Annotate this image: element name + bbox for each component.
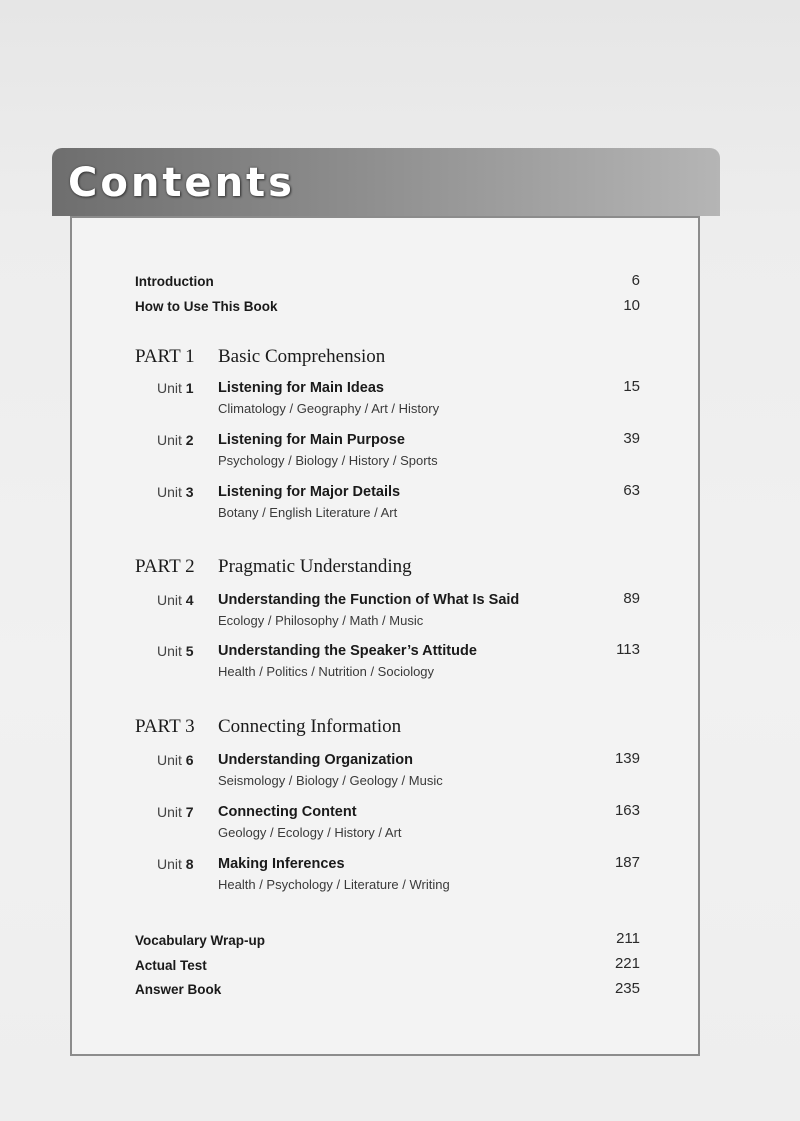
- part-heading-3: PART 3: [135, 716, 195, 737]
- unit-topics-5: Health / Politics / Nutrition / Sociology: [218, 664, 435, 679]
- toc-page-number: 235: [614, 980, 640, 997]
- unit-topics-6: Seismology / Biology / Geology / Music: [218, 773, 443, 788]
- part-heading-2: PART 2: [135, 556, 195, 577]
- unit-topics-1: Climatology / Geography / Art / History: [218, 401, 440, 416]
- toc-entry-introduction[interactable]: Introduction: [135, 274, 214, 289]
- toc-entry-vocabulary-wrap-up[interactable]: Vocabulary Wrap-up: [135, 933, 266, 948]
- unit-title-6[interactable]: Understanding Organization: [218, 752, 413, 768]
- unit-label-5: Unit 5: [157, 643, 194, 659]
- unit-label-3: Unit 3: [157, 484, 194, 500]
- unit-label-8: Unit 8: [157, 856, 194, 872]
- unit-title-8[interactable]: Making Inferences: [218, 856, 345, 872]
- toc-page-number: 10: [623, 297, 640, 314]
- unit-topics-3: Botany / English Literature / Art: [218, 505, 398, 520]
- unit-title-3[interactable]: Listening for Major Details: [218, 484, 401, 500]
- toc-page-number: 221: [614, 955, 640, 972]
- unit-title-7[interactable]: Connecting Content: [218, 804, 357, 820]
- toc-page-number: 63: [623, 482, 640, 499]
- part-title-1: Basic Comprehension: [218, 346, 386, 367]
- part-heading-1: PART 1: [135, 346, 195, 367]
- unit-topics-4: Ecology / Philosophy / Math / Music: [218, 613, 424, 628]
- unit-label-2: Unit 2: [157, 432, 194, 448]
- unit-label-7: Unit 7: [157, 804, 194, 820]
- toc-entry-how-to-use[interactable]: How to Use This Book: [135, 299, 278, 314]
- part-title-3: Connecting Information: [218, 716, 402, 737]
- toc-page-number: 113: [616, 641, 640, 658]
- toc-page-number: 89: [623, 590, 640, 607]
- unit-label-1: Unit 1: [157, 380, 194, 396]
- toc-page-number: 15: [623, 378, 640, 395]
- page-title: Contents: [68, 160, 295, 206]
- unit-topics-7: Geology / Ecology / History / Art: [218, 825, 402, 840]
- unit-title-5[interactable]: Understanding the Speaker’s Attitude: [218, 643, 477, 659]
- unit-title-2[interactable]: Listening for Main Purpose: [218, 432, 405, 448]
- unit-topics-8: Health / Psychology / Literature / Writing: [218, 877, 450, 892]
- unit-topics-2: Psychology / Biology / History / Sports: [218, 453, 438, 468]
- unit-label-6: Unit 6: [157, 752, 194, 768]
- toc-page-number: 6: [631, 272, 640, 289]
- toc-entry-actual-test[interactable]: Actual Test: [135, 958, 207, 973]
- unit-label-4: Unit 4: [157, 592, 194, 608]
- unit-title-4[interactable]: Understanding the Function of What Is Said: [218, 592, 520, 608]
- toc-entry-answer-book[interactable]: Answer Book: [135, 982, 222, 997]
- toc-page-number: 187: [614, 854, 640, 871]
- toc-page-number: 139: [614, 750, 640, 767]
- part-title-2: Pragmatic Understanding: [218, 556, 412, 577]
- toc-page-number: 39: [623, 430, 640, 447]
- toc-page-number: 211: [616, 930, 640, 947]
- unit-title-1[interactable]: Listening for Main Ideas: [218, 380, 384, 396]
- toc-page-number: 163: [614, 802, 640, 819]
